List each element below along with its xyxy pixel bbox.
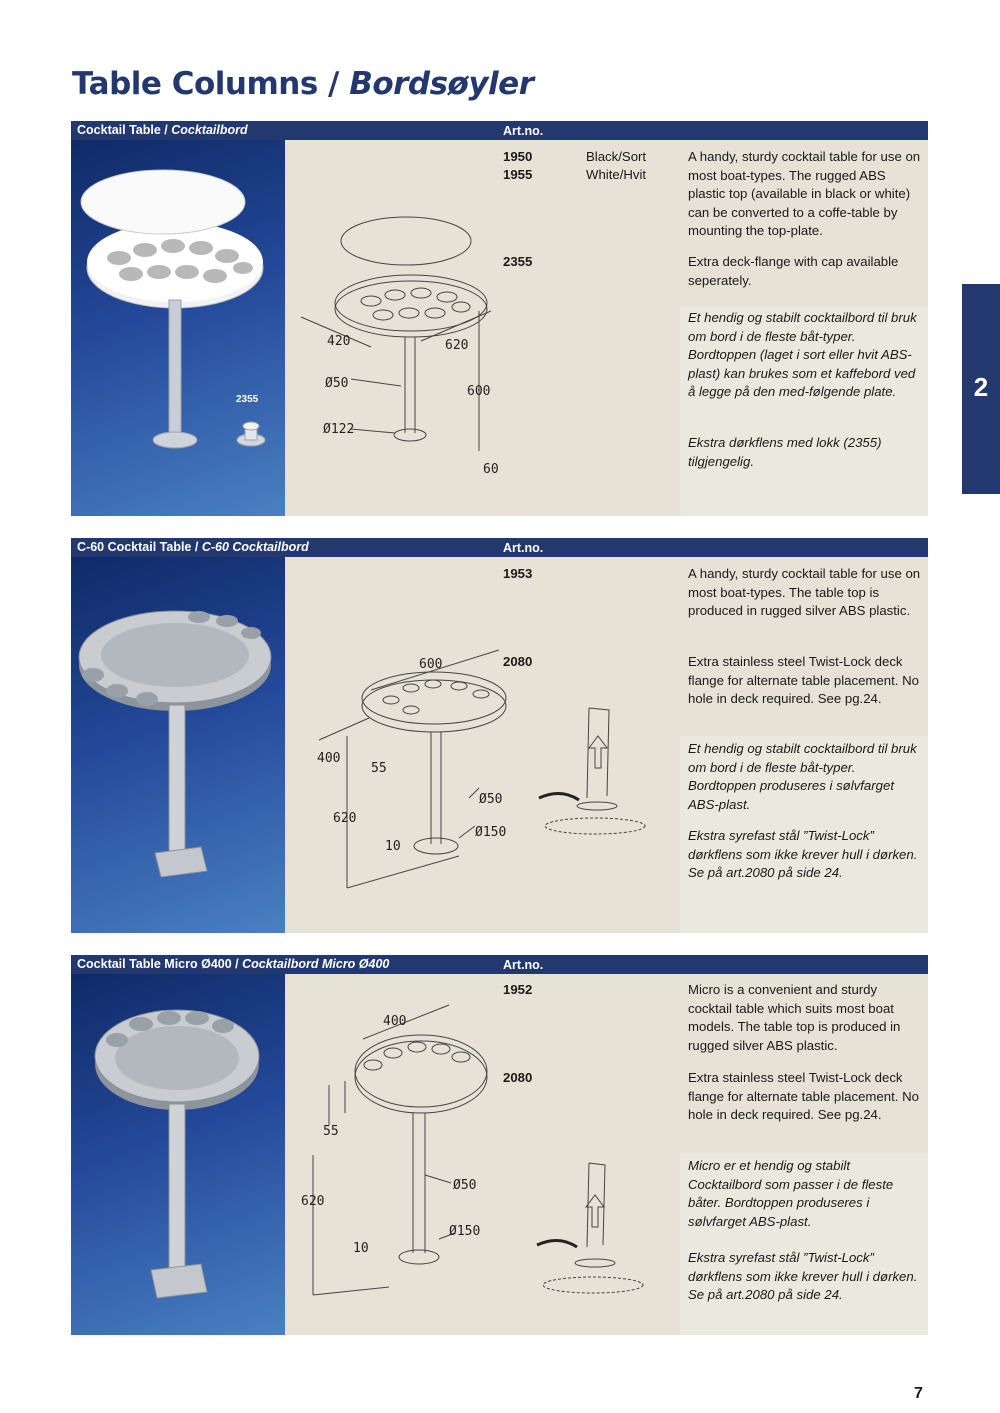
article-color: Black/Sort <box>586 149 647 164</box>
description-en-extra: Extra deck-flange with cap available seperately. <box>688 254 899 288</box>
description-en-extra: Extra stainless steel Twist-Lock deck flange for alternate table placement. No hole in deck required. See pg.24. <box>688 654 919 707</box>
dimension-drawing <box>299 648 659 903</box>
dimension-drawing <box>299 995 659 1320</box>
page-number: 7 <box>914 1385 923 1402</box>
section-micro-cocktail-table <box>71 955 928 1335</box>
description-no: Et hendig og stabilt cocktailbord til bruk om bord i de fleste båt-typer. Bordtoppen (laget i sort eller hvit ABS-plast) kan brukes som et kaffebord ved å legge på den med-følgende plate. <box>688 310 917 400</box>
description-no: Et hendig og stabilt cocktailbord til bruk om bord i de fleste båt-typer. Bordtoppen produseres i sølvfarget ABS-plast. <box>688 741 917 812</box>
description-en: A handy, sturdy cocktail table for use on most boat-types. The rugged ABS plastic top (available in black or white) can be converted to a coffe-table by mounting the top-plate. <box>688 149 921 239</box>
dim-label: Ø122 <box>323 422 355 437</box>
dim-label: Ø50 <box>325 376 349 391</box>
micro-table-photo <box>71 974 285 1335</box>
section-header <box>71 538 928 557</box>
section-title: C-60 Cocktail Table / <box>77 540 202 554</box>
description-en: A handy, sturdy cocktail table for use on most boat-types. The table top is produced in rugged silver ABS plastic. <box>688 566 921 619</box>
dim-label: 60 <box>483 462 499 477</box>
dim-label: 55 <box>371 761 387 776</box>
section-cocktail-table <box>71 121 928 516</box>
description-no-extra: Ekstra syrefast stål ”Twist-Lock” dørkflens som ikke krever hull i dørken. Se på art.2080 på side 24. <box>688 828 918 881</box>
dim-label: 620 <box>445 338 469 353</box>
description-no-extra: Ekstra dørkflens med lokk (2355) tilgjengelig. <box>688 435 882 469</box>
product-photo <box>71 974 285 1335</box>
description-en-extra: Extra stainless steel Twist-Lock deck flange for alternate table placement. No hole in deck required. See pg.24. <box>688 1070 919 1123</box>
description-en: Micro is a convenient and sturdy cocktail table which suits most boat models. The table top is produced in rugged silver ABS plastic. <box>688 982 901 1053</box>
chapter-tab <box>962 284 1000 494</box>
article-number: 1952 <box>503 982 533 997</box>
section-c60-cocktail-table <box>71 538 928 933</box>
artno-label: Art.no. <box>503 124 544 138</box>
dim-label: 600 <box>419 657 443 672</box>
dim-label: Ø50 <box>453 1178 477 1193</box>
article-number: 1950 <box>503 149 533 164</box>
dim-label: 10 <box>353 1241 369 1256</box>
chapter-number: 2 <box>973 372 989 402</box>
dim-label: 600 <box>467 384 491 399</box>
section-title-italic: Cocktailbord <box>171 123 248 137</box>
photo-badge: 2355 <box>236 394 259 405</box>
cocktail-table-photo <box>71 140 285 516</box>
article-number: 1955 <box>503 167 533 182</box>
dim-label: Ø150 <box>449 1224 481 1239</box>
artno-label: Art.no. <box>503 958 544 972</box>
page-title <box>72 66 534 102</box>
section-title-italic: C-60 Cocktailbord <box>201 540 309 554</box>
dim-label: 620 <box>301 1194 325 1209</box>
artno-label: Art.no. <box>503 541 544 555</box>
article-number: 1953 <box>503 566 533 581</box>
section-title: Cocktail Table Micro Ø400 / <box>77 957 243 971</box>
page-title-main: Table Columns / <box>72 66 350 102</box>
article-number: 2355 <box>503 254 533 269</box>
section-header <box>71 955 928 974</box>
article-color: White/Hvit <box>586 167 647 182</box>
dim-label: 420 <box>327 334 351 349</box>
dim-label: 400 <box>383 1014 407 1029</box>
section-title-italic: Cocktailbord Micro Ø400 <box>242 957 390 971</box>
description-no-extra: Ekstra syrefast stål ”Twist-Lock” dørkflens som ikke krever hull i dørken. Se på art.2080 på side 24. <box>688 1250 918 1303</box>
dim-label: Ø50 <box>479 792 503 807</box>
product-photo <box>71 557 285 933</box>
dim-label: 55 <box>323 1124 339 1139</box>
article-number: 2080 <box>503 1070 533 1085</box>
c60-table-photo <box>71 557 285 933</box>
dim-label: 620 <box>333 811 357 826</box>
dim-label: Ø150 <box>475 825 507 840</box>
page-title-italic: Bordsøyler <box>349 66 534 102</box>
dim-label: 400 <box>317 751 341 766</box>
dim-label: 10 <box>385 839 401 854</box>
description-no: Micro er et hendig og stabilt Cocktailbord som passer i de fleste båter. Bordtoppen produseres i sølvfarget ABS-plast. <box>688 1158 894 1229</box>
product-photo <box>71 140 285 516</box>
article-number: 2080 <box>503 654 533 669</box>
section-header <box>71 121 928 140</box>
section-title: Cocktail Table / <box>77 123 172 137</box>
dimension-drawing <box>291 211 511 516</box>
